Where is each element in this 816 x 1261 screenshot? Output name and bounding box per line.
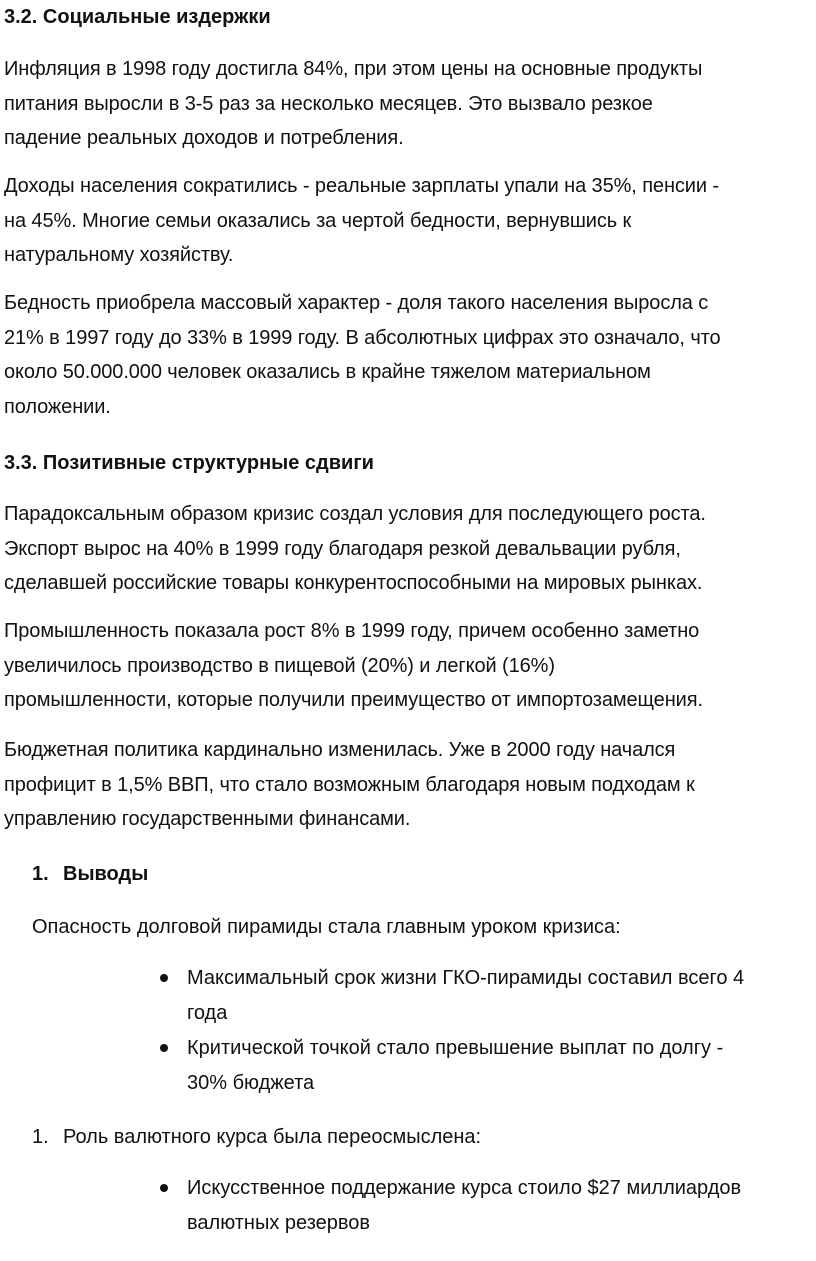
numbered-item-currency: [32, 1120, 481, 1154]
conclusions-heading-text: Выводы: [63, 863, 149, 885]
text-line: сделавшей российские товары конкурентоспособными на мировых рынках.: [4, 572, 703, 594]
text-line: около 50.000.000 человек оказались в крайне тяжелом материальном: [4, 361, 651, 383]
bullet-text: [187, 1031, 816, 1100]
paragraph-export: [4, 497, 812, 601]
text-line: 30% бюджета: [187, 1071, 315, 1094]
paragraph-inflation: [4, 52, 812, 156]
bullet-icon: [160, 1044, 168, 1052]
list-number: 1.: [32, 863, 49, 885]
text-line: Критической точкой стало превышение выплат по долгу -: [187, 1037, 724, 1059]
conclusions-intro: Опасность долговой пирамиды стала главным уроком кризиса:: [32, 916, 621, 938]
bullet-icon: [160, 974, 168, 982]
text-line: натуральному хозяйству.: [4, 244, 234, 266]
text-line: профицит в 1,5% ВВП, что стало возможным благодаря новым подходам к: [4, 773, 695, 796]
bullet-text: [187, 961, 816, 1030]
text-line: Бедность приобрела массовый характер - доля такого населения выросла с: [4, 292, 709, 314]
bullet-text: [187, 1171, 816, 1240]
text-line: Промышленность показала рост 8% в 1999 году, причем особенно заметно: [4, 620, 700, 642]
text-line: Искусственное поддержание курса стоило $27 миллиардов: [187, 1177, 742, 1199]
text-line: питания выросли в 3-5 раз за несколько месяцев. Это вызвало резкое: [4, 92, 653, 115]
text-line: Бюджетная политика кардинально изменилась. Уже в 2000 году начался: [4, 739, 676, 761]
text-line: Доходы населения сократились - реальные зарплаты упали на 35%, пенсии -: [4, 175, 719, 197]
text-line: года: [187, 1001, 228, 1024]
numbered-item-text: Роль валютного курса была переосмыслена:: [63, 1126, 482, 1148]
section-heading-3-3: 3.3. Позитивные структурные сдвиги: [4, 452, 374, 474]
text-line: Парадоксальным образом кризис создал условия для последующего роста.: [4, 503, 706, 525]
conclusions-heading: [32, 857, 148, 891]
text-line: на 45%. Многие семьи оказались за чертой бедности, вернувшись к: [4, 209, 632, 232]
list-item: [160, 1171, 810, 1240]
section-heading-3-2: 3.2. Социальные издержки: [4, 6, 271, 28]
paragraph-budget: [4, 733, 812, 837]
list-number: 1.: [32, 1126, 49, 1148]
text-line: промышленности, которые получили преимущество от импортозамещения.: [4, 689, 703, 711]
text-line: Экспорт вырос на 40% в 1999 году благодаря резкой девальвации рубля,: [4, 537, 681, 560]
text-line: 21% в 1997 году до 33% в 1999 году. В абсолютных цифрах это означало, что: [4, 326, 721, 349]
text-line: падение реальных доходов и потребления.: [4, 127, 404, 149]
list-item: [160, 1031, 810, 1100]
text-line: валютных резервов: [187, 1211, 371, 1234]
paragraph-poverty: [4, 286, 812, 424]
bullet-icon: [160, 1184, 168, 1192]
text-line: увеличилось производство в пищевой (20%) и легкой (16%): [4, 654, 555, 677]
paragraph-industry: [4, 614, 812, 718]
paragraph-incomes: [4, 169, 812, 273]
text-line: положении.: [4, 395, 111, 418]
text-line: Инфляция в 1998 году достигла 84%, при этом цены на основные продукты: [4, 58, 703, 80]
text-line: управлению государственными финансами.: [4, 808, 411, 830]
list-item: [160, 961, 810, 1030]
text-line: Максимальный срок жизни ГКО-пирамиды составил всего 4: [187, 967, 745, 989]
